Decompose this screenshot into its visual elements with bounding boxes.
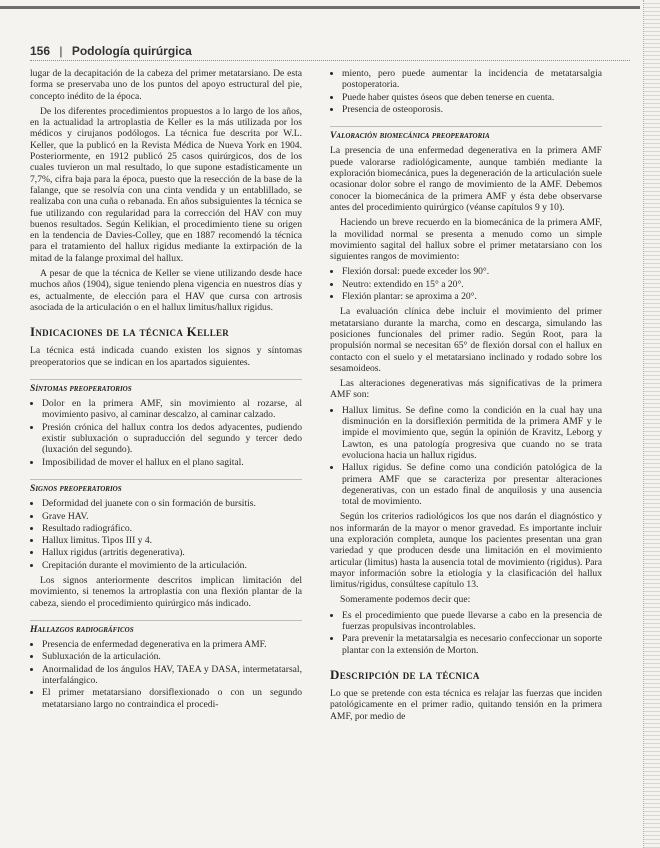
list-item: • El primer metatarsiano dorsiflexionado o con un segundo metatarsiano largo no contraindica el procedi- xyxy=(42,687,302,710)
list-item: • Para prevenir la metatarsalgia es necesario confeccionar un soporte plantar con la extensión de Morton. xyxy=(342,633,602,656)
list-item: • Dolor en la primera AMF, sin movimiento al rozarse, al movimiento pasivo, al caminar descalzo, al caminar calzado. xyxy=(42,398,302,421)
list-item: • Flexión plantar: se aproxima a 20°. xyxy=(342,291,602,302)
paragraph: Lo que se pretende con esta técnica es relajar las fuerzas que inciden patológicamente en el primer radio, quitando tensión en la primera AMF, por medio de xyxy=(330,687,602,722)
list-item: • miento, pero puede aumentar la incidencia de metatarsalgia postoperatoria. xyxy=(342,68,602,91)
left-column xyxy=(30,68,302,714)
paragraph: Las alteraciones degenerativas más significativas de la primera AMF son: xyxy=(330,378,602,401)
paragraph: La técnica está indicada cuando existen los signos y síntomas preoperatorios que se indican en los apartados siguientes. xyxy=(30,345,302,368)
header-separator: | xyxy=(59,44,63,58)
page-number: 156 xyxy=(30,44,51,58)
subheading-sintomas: Síntomas preoperatorios xyxy=(30,379,302,394)
paragraph: De los diferentes procedimientos propuestos a lo largo de los años, en la actualidad la artroplastia de Keller es la más utilizada por los médicos y cirujanos podólogos. La técnica fue descrita por W.L. Keller, que la publicó en la Revista Médica de Nueva York en 1904. Posteriormente, en 1912 publicó 25 casos quirúrgicos, dos de los cuales tuvieron un mal resultado, lo que supone estadísticamente un 7,7%, cifra baja para la época, puesto que la resección de la base de la falange, que se resolvía con una cinta vendida y un entablillado, se realizaba con una cuña o rebanada. En años subsiguientes la técnica se fue utilizando con regularidad para la corrección del HAV con muy buenos resultados. Según Kelikian, el procedimiento tiene su origen en la tendencia de Davies-Colley, que en 1887 recomendó la técnica para el tratamiento del hallux rigidus mediante la extirpación de la mitad de la falange proximal del hallux. xyxy=(30,105,302,264)
list-item: • Hallux rigidus (artritis degenerativa). xyxy=(42,547,302,558)
list-item: • Grave HAV. xyxy=(42,511,302,522)
paragraph: lugar de la decapitación de la cabeza del primer metatarsiano. De esta forma se preservaba uno de los puntos del apoyo estructural del pie, concepto inédito de la época. xyxy=(30,68,302,102)
list-item: • Puede haber quistes óseos que deben tenerse en cuenta. xyxy=(342,92,602,103)
range-list xyxy=(330,266,602,302)
list-item: • Presencia de enfermedad degenerativa en la primera AMF. xyxy=(42,639,302,650)
section-heading-descripcion: Descripción de la técnica xyxy=(330,666,480,682)
paragraph: Haciendo un breve recuerdo en la biomecánica de la primera AMF, la movilidad normal se presenta a menudo como un simple movimiento sagital del hallux sobre el primer metatarsiano con los siguientes rangos de movimiento: xyxy=(330,217,602,263)
symptom-list xyxy=(30,398,302,468)
list-item: • Hallux rigidus. Se define como una condición patológica de la primera AMF que se caracteriza por presentar alteraciones degenerativas, con un estado final de anquilosis y una ausencia total de movimiento. xyxy=(342,462,602,507)
signs-list xyxy=(30,498,302,571)
list-item: • Resultado radiográfico. xyxy=(42,523,302,534)
paragraph: Según los criterios radiológicos los que nos darán el diagnóstico y nos informarán de la mayor o menor gravedad. Es importante incluir una exploración completa, aunque los pacientes presentan una gran variedad y que producen desde una limitación en el movimiento articular (limitus) hasta la ausencia total de movimiento (rigidus). Para mayor información sobre la etiología y la clasificación del hallux limitus/rigidus, consúltese capítulo 13. xyxy=(330,511,602,591)
chapter-title: Podología quirúrgica xyxy=(71,44,192,58)
running-header xyxy=(30,44,192,58)
list-item: • Flexión dorsal: puede exceder los 90°. xyxy=(342,266,602,277)
paragraph: La evaluación clínica debe incluir el movimiento del primer metatarsiano durante la marcha, como en descarga, simulando las posiciones funcionales del primer radio. Según Root, para la propulsión normal se necesitan 65° de flexión dorsal con el hallux en contacto con el suelo y el metatarsiano inclinado y rodado sobre los sesamoideos. xyxy=(330,306,602,374)
list-item: • Anormalidad de los ángulos HAV, TAEA y DASA, intermetatarsal, interfalángico. xyxy=(42,664,302,687)
list-item: • Deformidad del juanete con o sin formación de bursitis. xyxy=(42,498,302,509)
subheading-hallazgos: Hallazgos radiográficos xyxy=(30,620,302,635)
right-column xyxy=(330,68,602,726)
list-item: • Presencia de osteoporosis. xyxy=(342,104,602,115)
header-rule xyxy=(30,60,630,61)
list-item: • Subluxación de la articulación. xyxy=(42,651,302,662)
alterations-list xyxy=(330,405,602,508)
page-edge-shadow xyxy=(643,0,660,848)
list-item: • Neutro: extendido en 15° a 20°. xyxy=(342,279,602,290)
continued-list xyxy=(330,68,602,115)
top-rule xyxy=(0,6,640,9)
list-item: • Es el procedimiento que puede llevarse a cabo en la presencia de fuerzas propulsivas incontrolables. xyxy=(342,610,602,633)
section-heading-indicaciones: Indicaciones de la técnica Keller xyxy=(30,324,230,340)
paragraph: Los signos anteriormente descritos implican limitación del movimiento, si tenemos la artroplastia con una flexión plantar de la cabeza, siendo el procedimiento quirúrgico más indicado. xyxy=(30,574,302,609)
list-item: • Crepitación durante el movimiento de la articulación. xyxy=(42,560,302,571)
findings-list xyxy=(30,639,302,710)
conclusion-list xyxy=(330,610,602,656)
paragraph: Someramente podemos decir que: xyxy=(340,594,471,606)
subheading-signos: Signos preoperatorios xyxy=(30,479,302,494)
list-item: • Imposibilidad de mover el hallux en el plano sagital. xyxy=(42,457,302,468)
paragraph: La presencia de una enfermedad degenerativa en la primera AMF puede valorarse radiológicamente, aunque también mediante la exploración biomecánica, pues la degeneración de la articulación suele ocasionar dolor sobre el rango de movimiento de la AMF. Debemos conocer la biomecánica de la primera AMF y ésta debe observarse antes del procedimiento quirúrgico (véanse capítulos 9 y 10). xyxy=(330,145,602,213)
list-item: • Presión crónica del hallux contra los dedos adyacentes, pudiendo existir subluxación o supraducción del segundo y tercer dedo (luxación del segundo). xyxy=(42,422,302,456)
subheading-valoracion: Valoración biomecánica preoperatoria xyxy=(330,126,602,141)
list-item: • Hallux limitus. Tipos III y 4. xyxy=(42,535,302,546)
paragraph: A pesar de que la técnica de Keller se viene utilizando desde hace muchos años (1904), sigue teniendo plena vigencia en nuestros días y es, actualmente, de elección para el HAV que cursa con artrosis asociada de la articulación o en el hallux limitus/hallux rigidus. xyxy=(30,268,302,313)
list-item: • Hallux limitus. Se define como la condición en la cual hay una disminución en la dorsiflexión permitida de la primera AMF y le impide el movimiento que, según la opinión de Kravitz, Leborg y Lawton, es una patología progresiva que cuando no se trata evoluciona hacia un hallux rigidus. xyxy=(342,405,602,461)
